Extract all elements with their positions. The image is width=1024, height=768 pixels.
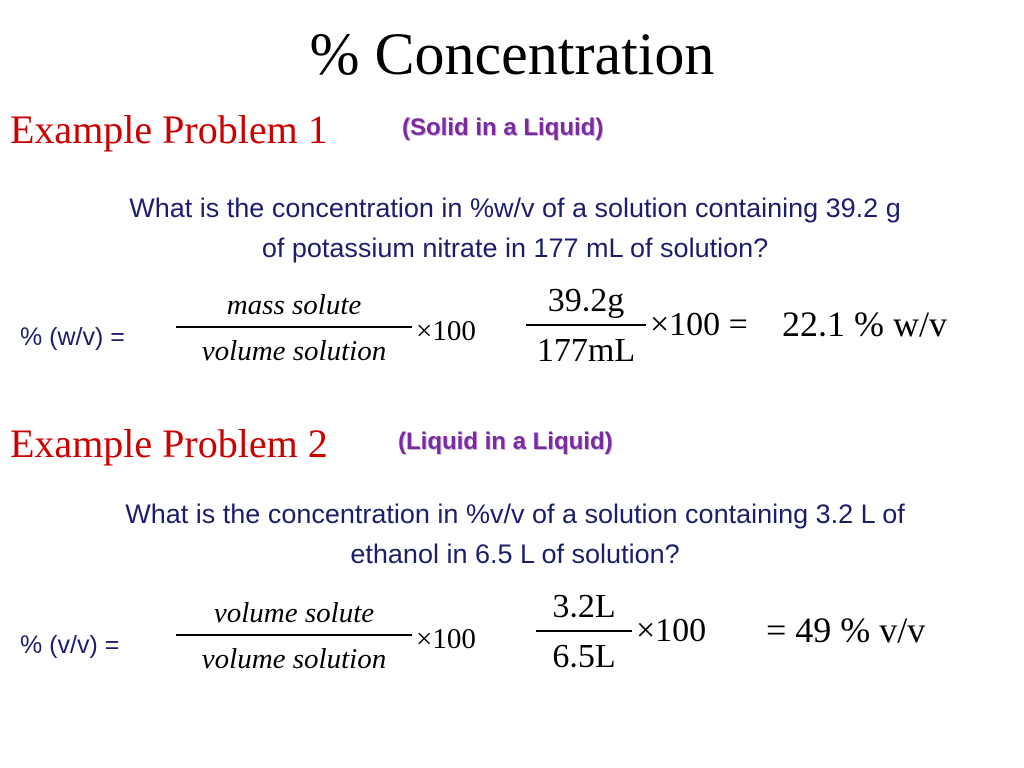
problem-1-result: 22.1 % w/v xyxy=(782,304,947,344)
problem-1-question xyxy=(20,188,1010,268)
problem-1-calc-fraction xyxy=(526,280,646,372)
problem-2-question xyxy=(20,494,1010,574)
problem-2-result: = 49 % v/v xyxy=(766,610,926,650)
problem-1-question-line-1: What is the concentration in %w/v of a solution containing 39.2 g xyxy=(129,193,901,223)
problem-2-calc-times-100: ×100 xyxy=(636,612,707,649)
page-title: % Concentration xyxy=(309,21,715,87)
problem-2-formula-times-100: ×100 xyxy=(416,623,476,655)
problem-2-calc-fraction xyxy=(536,586,632,678)
problem-2-subtitle: (Liquid in a Liquid) xyxy=(398,428,613,455)
problem-2-formula-fraction xyxy=(176,594,412,678)
problem-1-formula-denominator: volume solution xyxy=(201,335,387,367)
problem-2-formula-numerator: volume solute xyxy=(213,597,375,629)
problem-1-calc-bar xyxy=(526,324,646,326)
problem-2-heading: Example Problem 2 xyxy=(10,421,328,466)
problem-1-question-line-2: of potassium nitrate in 177 mL of solution? xyxy=(261,233,769,263)
problem-2-calc-numerator: 3.2L xyxy=(552,588,616,625)
problem-1-formula-times-100: ×100 xyxy=(416,315,476,347)
problem-2-calc-bar xyxy=(536,630,632,632)
problem-1-calc-times-equals: ×100 = xyxy=(650,306,748,343)
problem-1-subtitle: (Solid in a Liquid) xyxy=(402,114,604,141)
problem-2-formula-bar xyxy=(176,634,412,636)
problem-1-formula-fraction xyxy=(176,286,412,370)
problem-1-formula-bar xyxy=(176,326,412,328)
problem-1-heading: Example Problem 1 xyxy=(10,107,328,152)
problem-1-lhs-label: % (w/v) = xyxy=(20,323,125,351)
problem-1-calc-denominator: 177mL xyxy=(536,332,636,369)
problem-2-question-line-1: What is the concentration in %v/v of a solution containing 3.2 L of xyxy=(125,499,905,529)
problem-2-formula-denominator: volume solution xyxy=(201,643,387,675)
problem-2-question-line-2: ethanol in 6.5 L of solution? xyxy=(350,539,680,569)
problem-1-calc-numerator: 39.2g xyxy=(547,282,625,319)
problem-1-formula-numerator: mass solute xyxy=(226,289,362,321)
problem-2-lhs-label: % (v/v) = xyxy=(20,631,120,659)
problem-2-calc-denominator: 6.5L xyxy=(552,638,616,675)
